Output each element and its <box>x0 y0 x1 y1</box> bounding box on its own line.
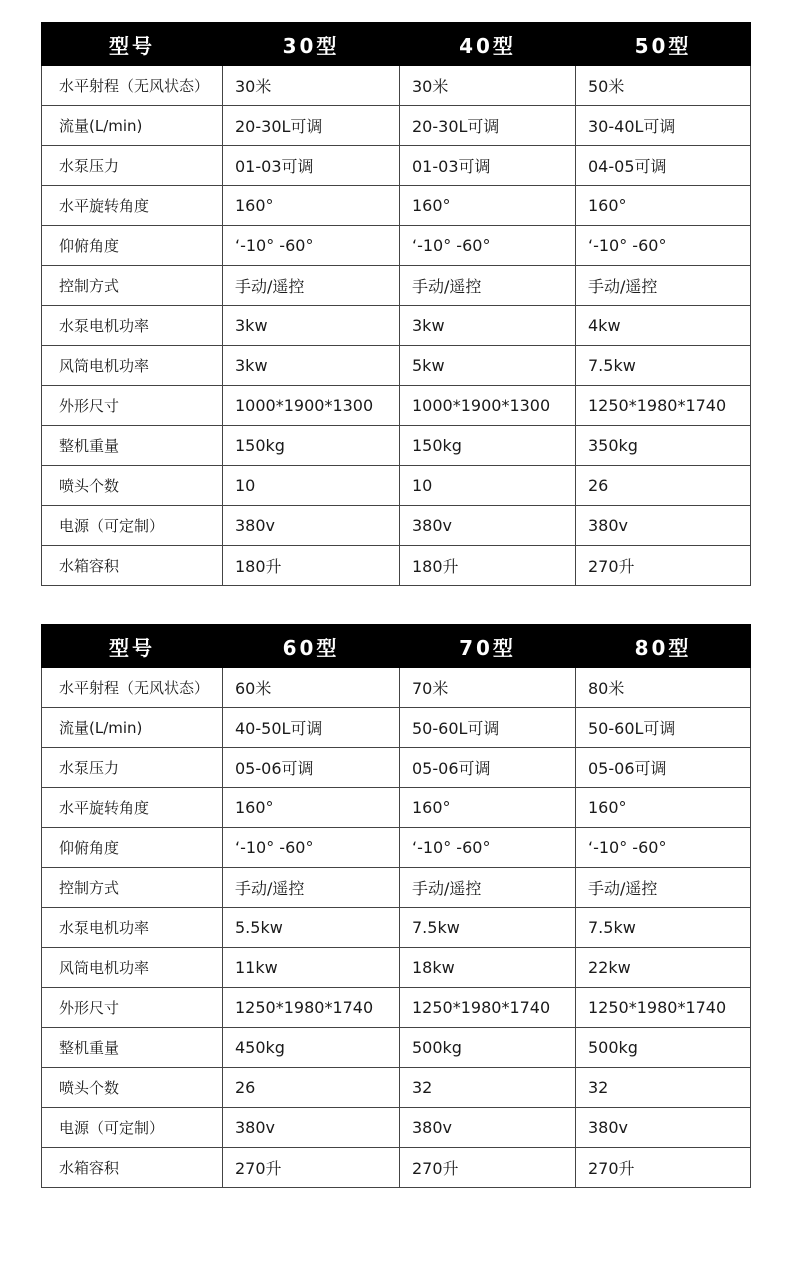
cell-value: 150kg <box>223 426 400 466</box>
cell-value: 1250*1980*1740 <box>223 988 400 1028</box>
cell-value: 3kw <box>400 306 576 346</box>
row-label: 控制方式 <box>42 868 223 908</box>
table-row <box>42 306 751 346</box>
row-label: 水箱容积 <box>42 1148 223 1188</box>
cell-value: 3kw <box>223 306 400 346</box>
row-label: 喷头个数 <box>42 1068 223 1108</box>
cell-value: 22kw <box>576 948 751 988</box>
table-row <box>42 546 751 586</box>
cell-value: 7.5kw <box>576 346 751 386</box>
cell-value: 380v <box>223 506 400 546</box>
cell-value: 70米 <box>400 668 576 708</box>
row-label: 流量(L/min) <box>42 106 223 146</box>
row-label: 风筒电机功率 <box>42 948 223 988</box>
model-name: 40型 <box>400 23 576 66</box>
cell-value: 01-03可调 <box>400 146 576 186</box>
cell-value: 04-05可调 <box>576 146 751 186</box>
row-label: 水泵压力 <box>42 146 223 186</box>
cell-value: 150kg <box>400 426 576 466</box>
cell-value: 50米 <box>576 66 751 106</box>
cell-value: 手动/遥控 <box>223 868 400 908</box>
model-header-label: 型号 <box>42 625 223 668</box>
table-row <box>42 426 751 466</box>
table-row <box>42 106 751 146</box>
cell-value: 32 <box>400 1068 576 1108</box>
cell-value: 180升 <box>400 546 576 586</box>
cell-value: 5.5kw <box>223 908 400 948</box>
cell-value: 11kw <box>223 948 400 988</box>
cell-value: 1000*1900*1300 <box>400 386 576 426</box>
cell-value: 手动/遥控 <box>576 266 751 306</box>
table-row <box>42 748 751 788</box>
cell-value: 20-30L可调 <box>223 106 400 146</box>
row-label: 外形尺寸 <box>42 988 223 1028</box>
row-label: 整机重量 <box>42 1028 223 1068</box>
spec-table-2 <box>41 624 751 1188</box>
cell-value: 450kg <box>223 1028 400 1068</box>
cell-value: ‘-10° -60° <box>576 226 751 266</box>
cell-value: 380v <box>576 1108 751 1148</box>
cell-value: 380v <box>400 1108 576 1148</box>
cell-value: 05-06可调 <box>400 748 576 788</box>
cell-value: 180升 <box>223 546 400 586</box>
cell-value: 30-40L可调 <box>576 106 751 146</box>
cell-value: 手动/遥控 <box>400 868 576 908</box>
table-row <box>42 1028 751 1068</box>
table-row <box>42 266 751 306</box>
table-row <box>42 506 751 546</box>
row-label: 仰俯角度 <box>42 828 223 868</box>
cell-value: 80米 <box>576 668 751 708</box>
cell-value: 270升 <box>223 1148 400 1188</box>
row-label: 水平旋转角度 <box>42 186 223 226</box>
cell-value: ‘-10° -60° <box>400 828 576 868</box>
table-row <box>42 66 751 106</box>
cell-value: ‘-10° -60° <box>223 828 400 868</box>
table-row <box>42 708 751 748</box>
row-label: 水平射程（无风状态） <box>42 668 223 708</box>
model-header-label: 型号 <box>42 23 223 66</box>
row-label: 流量(L/min) <box>42 708 223 748</box>
cell-value: 380v <box>400 506 576 546</box>
spec-table-1 <box>41 22 751 586</box>
table-row <box>42 868 751 908</box>
model-name: 30型 <box>223 23 400 66</box>
table-row <box>42 1108 751 1148</box>
table-row <box>42 668 751 708</box>
cell-value: 手动/遥控 <box>400 266 576 306</box>
cell-value: 手动/遥控 <box>223 266 400 306</box>
cell-value: 5kw <box>400 346 576 386</box>
cell-value: ‘-10° -60° <box>223 226 400 266</box>
model-name: 70型 <box>400 625 576 668</box>
row-label: 风筒电机功率 <box>42 346 223 386</box>
table-row <box>42 346 751 386</box>
cell-value: ‘-10° -60° <box>576 828 751 868</box>
cell-value: 18kw <box>400 948 576 988</box>
row-label: 喷头个数 <box>42 466 223 506</box>
cell-value: 270升 <box>576 546 751 586</box>
table-row <box>42 988 751 1028</box>
table-row <box>42 226 751 266</box>
cell-value: 1000*1900*1300 <box>223 386 400 426</box>
cell-value: ‘-10° -60° <box>400 226 576 266</box>
cell-value: 1250*1980*1740 <box>576 386 751 426</box>
cell-value: 7.5kw <box>576 908 751 948</box>
row-label: 整机重量 <box>42 426 223 466</box>
table-row <box>42 1148 751 1188</box>
cell-value: 50-60L可调 <box>400 708 576 748</box>
cell-value: 50-60L可调 <box>576 708 751 748</box>
cell-value: 40-50L可调 <box>223 708 400 748</box>
table-row <box>42 948 751 988</box>
cell-value: 160° <box>576 788 751 828</box>
cell-value: 160° <box>576 186 751 226</box>
cell-value: 26 <box>223 1068 400 1108</box>
cell-value: 270升 <box>576 1148 751 1188</box>
cell-value: 500kg <box>400 1028 576 1068</box>
table-row <box>42 788 751 828</box>
row-label: 控制方式 <box>42 266 223 306</box>
cell-value: 270升 <box>400 1148 576 1188</box>
cell-value: 160° <box>223 788 400 828</box>
cell-value: 05-06可调 <box>576 748 751 788</box>
cell-value: 20-30L可调 <box>400 106 576 146</box>
cell-value: 05-06可调 <box>223 748 400 788</box>
row-label: 水泵电机功率 <box>42 306 223 346</box>
table-row <box>42 146 751 186</box>
cell-value: 01-03可调 <box>223 146 400 186</box>
cell-value: 手动/遥控 <box>576 868 751 908</box>
cell-value: 7.5kw <box>400 908 576 948</box>
cell-value: 30米 <box>223 66 400 106</box>
row-label: 水泵压力 <box>42 748 223 788</box>
model-name: 60型 <box>223 625 400 668</box>
cell-value: 1250*1980*1740 <box>576 988 751 1028</box>
cell-value: 4kw <box>576 306 751 346</box>
cell-value: 160° <box>400 186 576 226</box>
cell-value: 500kg <box>576 1028 751 1068</box>
model-name: 50型 <box>576 23 751 66</box>
row-label: 水平旋转角度 <box>42 788 223 828</box>
cell-value: 32 <box>576 1068 751 1108</box>
cell-value: 30米 <box>400 66 576 106</box>
table-row <box>42 386 751 426</box>
cell-value: 3kw <box>223 346 400 386</box>
row-label: 水泵电机功率 <box>42 908 223 948</box>
row-label: 外形尺寸 <box>42 386 223 426</box>
header-row <box>42 23 751 66</box>
header-row <box>42 625 751 668</box>
cell-value: 26 <box>576 466 751 506</box>
cell-value: 1250*1980*1740 <box>400 988 576 1028</box>
row-label: 电源（可定制） <box>42 1108 223 1148</box>
model-name: 80型 <box>576 625 751 668</box>
cell-value: 160° <box>223 186 400 226</box>
row-label: 水箱容积 <box>42 546 223 586</box>
table-row <box>42 1068 751 1108</box>
row-label: 水平射程（无风状态） <box>42 66 223 106</box>
table-row <box>42 828 751 868</box>
cell-value: 160° <box>400 788 576 828</box>
row-label: 仰俯角度 <box>42 226 223 266</box>
cell-value: 380v <box>223 1108 400 1148</box>
table-row <box>42 908 751 948</box>
row-label: 电源（可定制） <box>42 506 223 546</box>
table-row <box>42 466 751 506</box>
cell-value: 60米 <box>223 668 400 708</box>
cell-value: 10 <box>400 466 576 506</box>
cell-value: 350kg <box>576 426 751 466</box>
cell-value: 10 <box>223 466 400 506</box>
cell-value: 380v <box>576 506 751 546</box>
table-row <box>42 186 751 226</box>
